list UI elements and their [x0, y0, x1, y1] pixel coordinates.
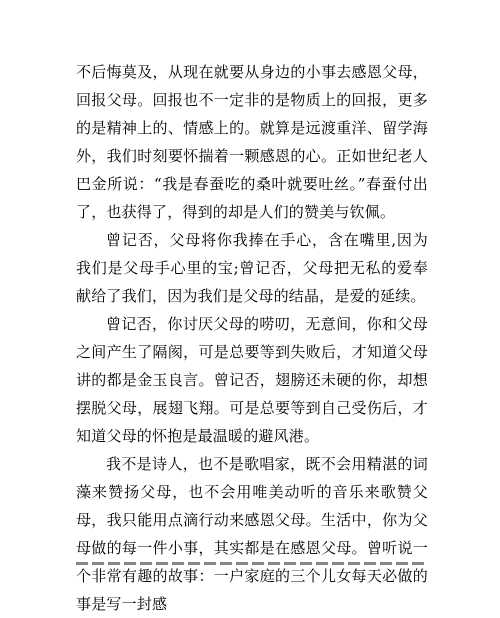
paragraph-2: 曾记否，父母将你我捧在手心，含在嘴里,因为我们是父母手心里的宝;曾记否，父母把无私的爱奉献给了我们，因为我们是父母的结晶，是爱的延续。: [76, 231, 428, 305]
paragraph-3: 曾记否，你讨厌父母的唠叨，无意间，你和父母之间产生了隔阂，可是总要等到失败后，才知道父母讲的都是金玉良言。曾记否，翅膀还未硬的你，却想摆脱父母，展翅飞翔。可是总要等到自己受伤后，才知道父母的怀抱是最温暖的避风港。: [76, 315, 428, 445]
paragraph-4: 我不是诗人，也不是歌唱家，既不会用精湛的词藻来赞扬父母，也不会用唯美动听的音乐来歌赞父母，我只能用点滴行动来感恩父母。生活中，你为父母做的每一件小事，其实都是在感恩父母。曾听说一个非常有趣的故事：一户家庭的三个儿女每天必做的事是写一封感: [76, 455, 428, 613]
cropped-next-line: [76, 556, 428, 565]
paragraph-1: 不后悔莫及，从现在就要从身边的小事去感恩父母，回报父母。回报也不一定非的是物质上的回报，更多的是精神上的、情感上的。就算是远渡重洋、留学海外，我们时刻要怀揣着一颗感恩的心。正如世纪老人巴金所说：“我是春蚕吃的桑叶就要吐丝。”春蚕付出了，也获得了，得到的却是人们的赞美与钦佩。: [76, 63, 428, 221]
body-text: [76, 58, 428, 618]
